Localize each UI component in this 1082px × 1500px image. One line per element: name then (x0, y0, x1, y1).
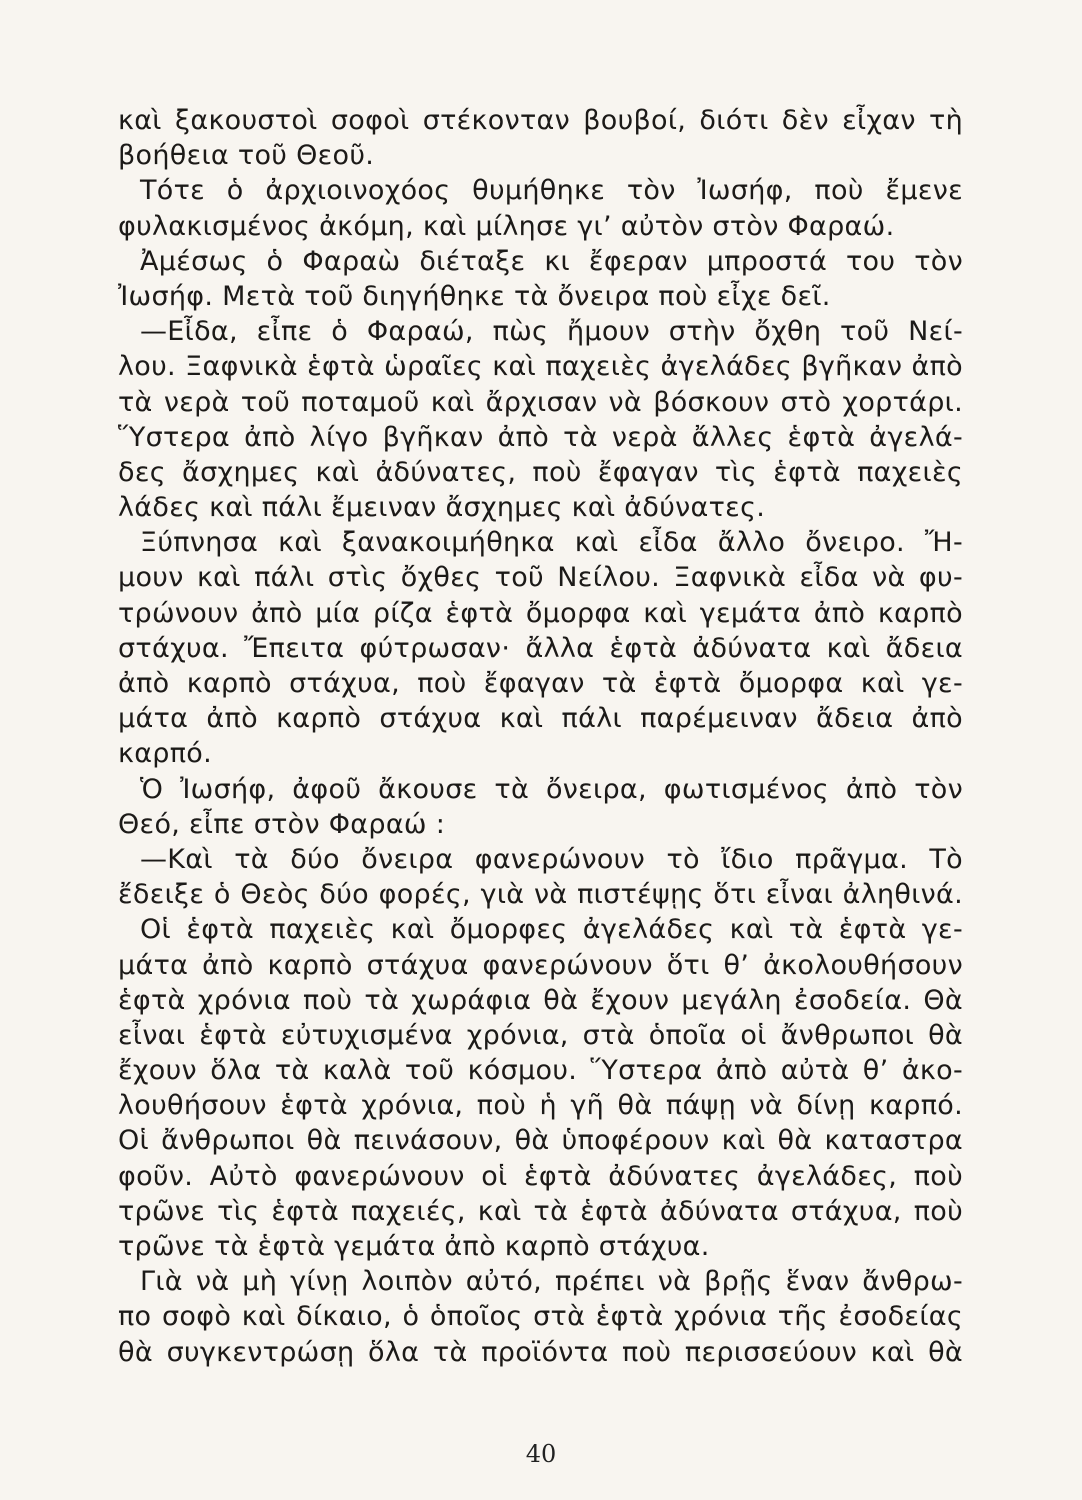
paragraph-start-line: Ἀμέσως ὁ Φαραὼ διέταξε κι ἔφεραν μπροστά του τὸν (140, 245, 963, 277)
text-line: φοῦν. Αὐτὸ φανερώνουν οἱ ἑφτὰ ἀδύνατες ἀγελάδες, ποὺ (118, 1160, 963, 1192)
text-line: Ἰωσήφ. Μετὰ τοῦ διηγήθηκε τὰ ὄνειρα ποὺ εἶχε δεῖ. (118, 280, 831, 312)
text-line: καὶ ξακουστοὶ σοφοὶ στέκονταν βουβοί, διότι δὲν εἶχαν τὴ (118, 105, 963, 136)
text-line: τρῶνε τὶς ἑφτὰ παχειές, καὶ τὰ ἑφτὰ ἀδύνατα στάχυα, ποὺ (118, 1195, 963, 1227)
text-line: θὰ συγκεντρώσῃ ὅλα τὰ προϊόντα ποὺ περισσεύουν καὶ θὰ (118, 1336, 963, 1368)
text-line: στάχυα. Ἔπειτα φύτρωσαν· ἄλλα ἑφτὰ ἀδύνατα καὶ ἄδεια (118, 632, 963, 664)
text-line: ἔχουν ὅλα τὰ καλὰ τοῦ κόσμου. Ὕστερα ἀπὸ αὐτὰ θ’ ἀκο- (118, 1055, 963, 1087)
text-line: τρώνουν ἀπὸ μία ρίζα ἑφτὰ ὄμορφα καὶ γεμάτα ἀπὸ καρπὸ (118, 597, 963, 629)
text-line: Θεό, εἶπε στὸν Φαραώ : (118, 808, 446, 840)
text-line: καρπό. (118, 738, 213, 770)
paragraph-start-line: Γιὰ νὰ μὴ γίνῃ λοιπὸν αὐτό, πρέπει νὰ βρῇς ἕναν ἄνθρω- (140, 1266, 963, 1298)
paragraph-start-line: —Καὶ τὰ δύο ὄνειρα φανερώνουν τὸ ἴδιο πρᾶγμα. Τὸ (140, 843, 963, 875)
page-number: 40 (525, 1440, 557, 1468)
text-line: ἔδειξε ὁ Θεὸς δύο φορές, γιὰ νὰ πιστέψῃς ὅτι εἶναι ἀληθινά. (118, 879, 963, 911)
text-line: ἑφτὰ χρόνια ποὺ τὰ χωράφια θὰ ἔχουν μεγάλη ἐσοδεία. Θὰ (118, 984, 963, 1016)
text-line: μουν καὶ πάλι στὶς ὄχθες τοῦ Νείλου. Ξαφνικὰ εἶδα νὰ φυ- (118, 562, 963, 594)
paragraph-start-line: Τότε ὁ ἀρχιοινοχόος θυμήθηκε τὸν Ἰωσήφ, ποὺ ἔμενε (140, 175, 963, 207)
text-line: δες ἄσχημες καὶ ἀδύνατες, ποὺ ἔφαγαν τὶς ἑφτὰ παχειὲς (118, 456, 963, 488)
text-line: λάδες καὶ πάλι ἔμειναν ἄσχημες καὶ ἀδύνατες. (118, 492, 766, 524)
text-line: μάτα ἀπὸ καρπὸ στάχυα φανερώνουν ὅτι θ’ ἀκολουθήσουν (118, 949, 963, 981)
body-text (118, 103, 963, 1370)
text-line: φυλακισμένος ἀκόμη, καὶ μίλησε γι’ αὐτὸν στὸν Φαραώ. (118, 210, 895, 242)
text-line: τρῶνε τὰ ἑφτὰ γεμάτα ἀπὸ καρπὸ στάχυα. (118, 1231, 710, 1262)
text-line: βοήθεια τοῦ Θεοῦ. (118, 140, 375, 172)
paragraph-start-line: —Εἶδα, εἶπε ὁ Φαραώ, πὼς ἤμουν στὴν ὄχθη τοῦ Νεί- (140, 316, 963, 348)
text-line: Ὕστερα ἀπὸ λίγο βγῆκαν ἀπὸ τὰ νερὰ ἄλλες ἑφτὰ ἀγελά- (118, 421, 963, 453)
paragraph-start-line: Ξύπνησα καὶ ξανακοιμήθηκα καὶ εἶδα ἄλλο ὄνειρο. Ἤ- (140, 527, 963, 559)
text-line: λουθήσουν ἑφτὰ χρόνια, ποὺ ἡ γῆ θὰ πάψῃ νὰ δίνῃ καρπό. (118, 1090, 963, 1122)
text-line: ἀπὸ καρπὸ στάχυα, ποὺ ἔφαγαν τὰ ἑφτὰ ὄμορφα καὶ γε- (118, 668, 963, 699)
text-line: εἶναι ἑφτὰ εὐτυχισμένα χρόνια, στὰ ὁποῖα οἱ ἄνθρωποι θὰ (118, 1019, 963, 1051)
text-line: μάτα ἀπὸ καρπὸ στάχυα καὶ πάλι παρέμειναν ἄδεια ἀπὸ (118, 703, 963, 735)
text-line: πο σοφὸ καὶ δίκαιο, ὁ ὁποῖος στὰ ἑφτὰ χρόνια τῆς ἐσοδείας (118, 1301, 963, 1333)
text-line: τὰ νερὰ τοῦ ποταμοῦ καὶ ἄρχισαν νὰ βόσκουν στὸ χορτάρι. (118, 386, 963, 418)
paragraph-start-line: Ὁ Ἰωσήφ, ἀφοῦ ἄκουσε τὰ ὄνειρα, φωτισμένος ἀπὸ τὸν (140, 773, 963, 805)
text-line: Οἱ ἄνθρωποι θὰ πεινάσουν, θὰ ὑποφέρουν καὶ θὰ καταστρα (118, 1125, 963, 1157)
paragraph-start-line: Οἱ ἑφτὰ παχειὲς καὶ ὄμορφες ἀγελάδες καὶ τὰ ἑφτὰ γε- (140, 914, 963, 946)
text-line: λου. Ξαφνικὰ ἑφτὰ ὡραῖες καὶ παχειὲς ἀγελάδες βγῆκαν ἀπὸ (118, 351, 963, 383)
